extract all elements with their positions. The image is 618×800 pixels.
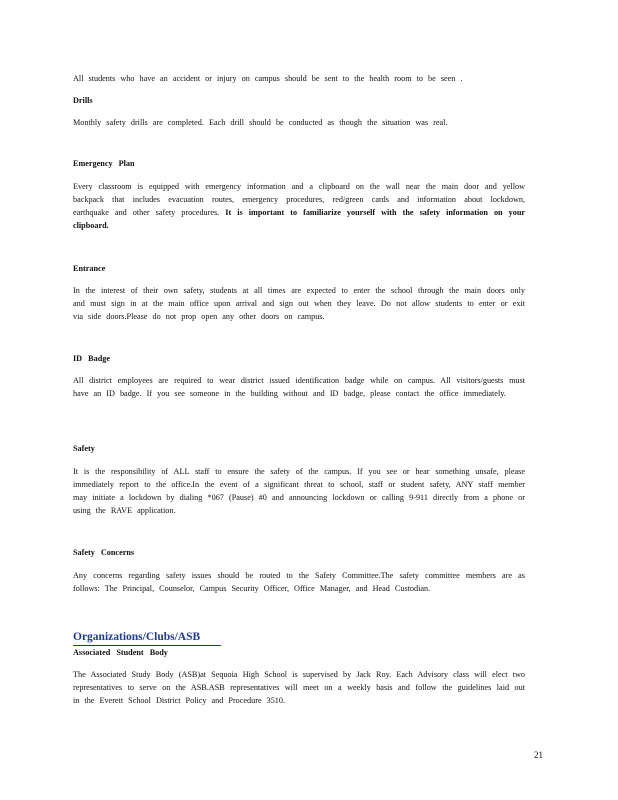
safety-concerns-heading: Safety Concerns [73, 548, 135, 557]
id-badge-paragraph: All district employees are required to wear district issued identification badge while on campus. All visitors/guests must have an ID badge. If you see someone in the building without and ID badge, please contact the office immediately. [73, 376, 525, 398]
emergency-plan-text: Every classroom is equipped with emergency information and a clipboard on the wall near the main door and yellow backpack that includes evacuation routes, emergency procedures, red/green cards and information about lockdown, earthquake and other safety procedures. [73, 182, 525, 217]
drills-paragraph: Monthly safety drills are completed. Each drill should be conducted as though the situation was real. [73, 118, 448, 127]
organizations-title: Organizations/Clubs/ASB [73, 631, 201, 643]
entrance-paragraph: In the interest of their own safety, students at all times are expected to enter the school through the main doors only and must sign in at the main office upon arrival and sign out when they leave. Do not allow students to enter or exit via side doors.Please do not prop open any other doors on campus. [73, 286, 525, 321]
emergency-plan-heading: Emergency Plan [73, 159, 135, 168]
safety-paragraph: It is the responsibility of ALL staff to ensure the safety of the campus. If you see or hear something unsafe, please immediately report to the office.In the event of a significant threat to school, staff or student safety, ANY staff member may initiate a lockdown by dialing *067 (Pause) #0 and announcing lockdown or calling 9-911 directly from a phone or using the RAVE application. [73, 467, 525, 515]
asb-paragraph: The Associated Study Body (ASB)at Sequoia High School is supervised by Jack Roy. Each Advisory class will elect two representatives to serve on the ASB.ASB representatives will meet on a weekly basis and follow the guidelines laid out in the Everett School District Policy and Procedure 3510. [73, 670, 525, 705]
id-badge-heading: ID Badge [73, 354, 110, 363]
intro-paragraph: All students who have an accident or injury on campus should be sent to the health room to be seen . [73, 74, 463, 83]
safety-concerns-paragraph: Any concerns regarding safety issues should be routed to the Safety Committee.The safety committee members are as follows: The Principal, Counselor, Campus Security Officer, Office Manager, and Head Custodian. [73, 571, 525, 593]
emergency-plan-paragraph [73, 180, 525, 232]
emergency-plan-emphasis: It is important to familiarize yourself with the safety information on your clipboard. [73, 208, 526, 230]
page-number: 21 [534, 750, 543, 760]
safety-heading: Safety [73, 444, 95, 453]
drills-heading: Drills [73, 96, 93, 105]
entrance-heading: Entrance [73, 264, 106, 273]
asb-subheading: Associated Student Body [73, 648, 168, 657]
title-underline [73, 645, 221, 646]
